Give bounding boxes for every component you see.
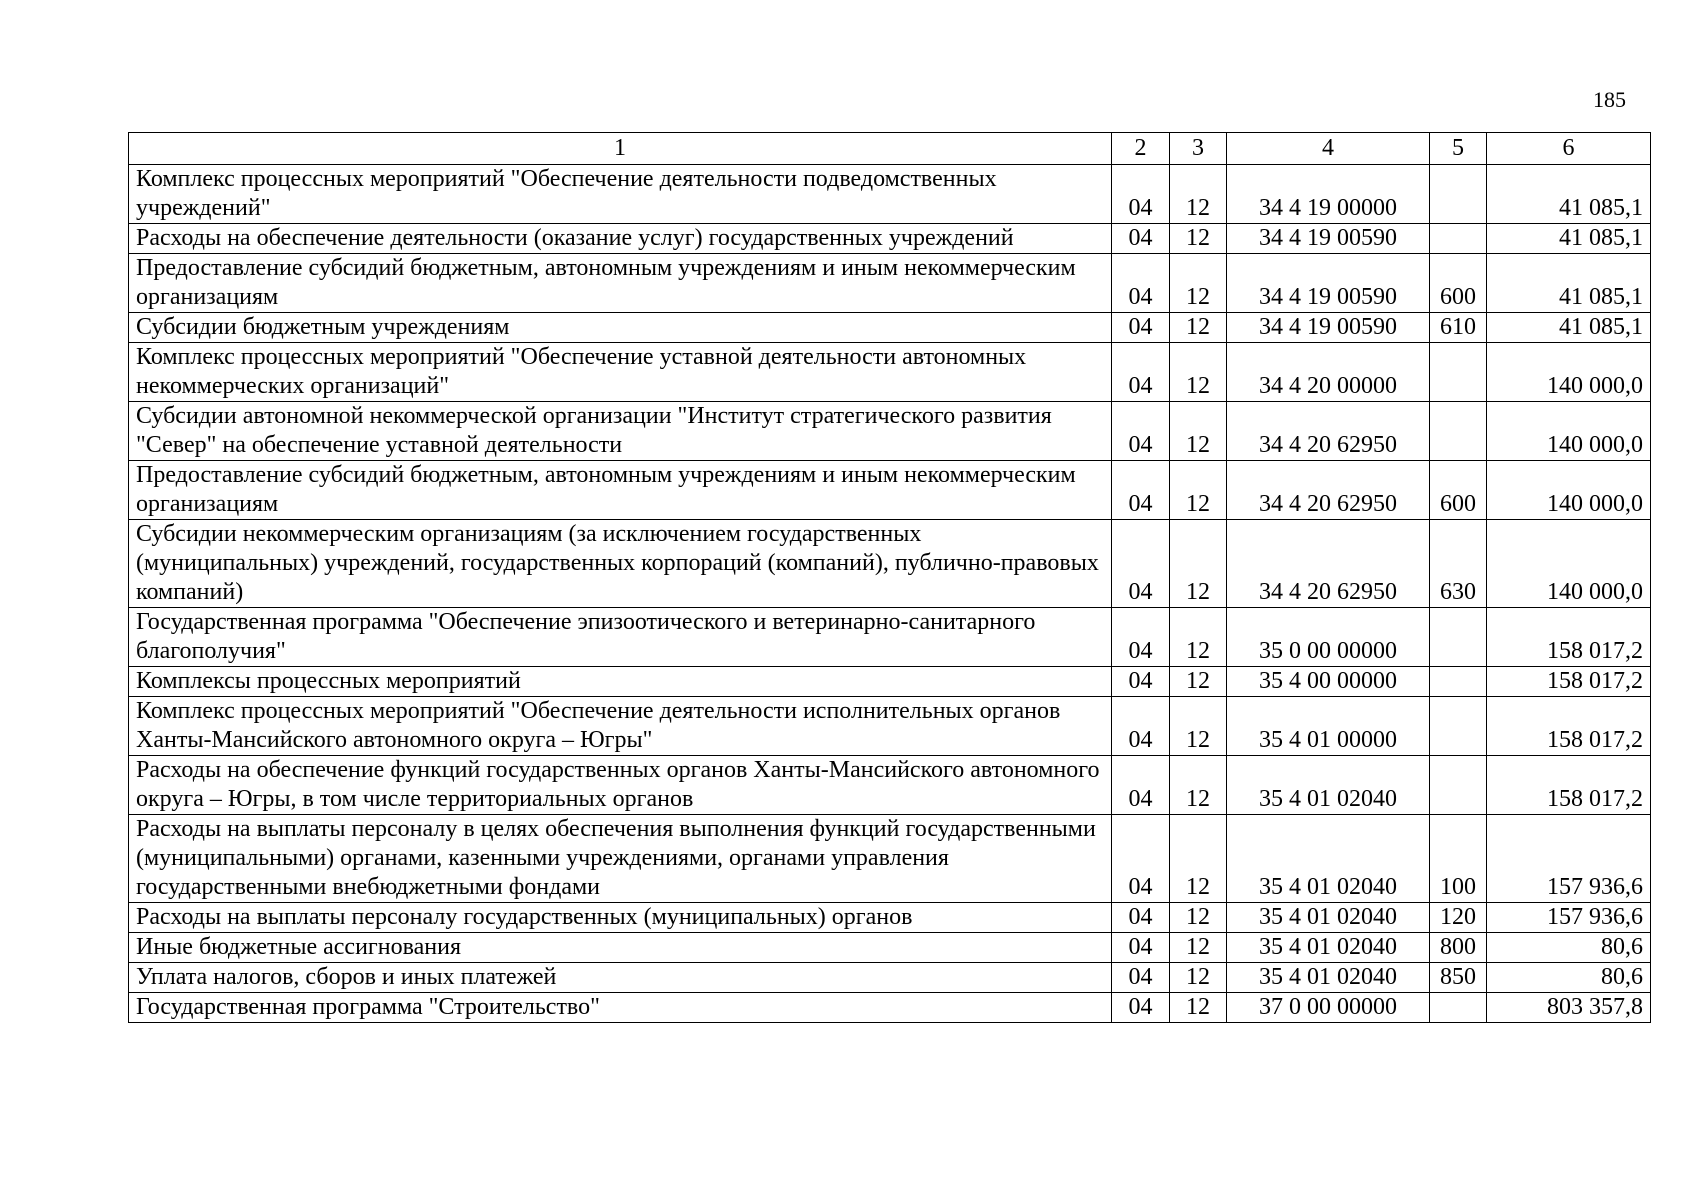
row-section-cell: 04	[1112, 343, 1170, 402]
table-row	[129, 903, 1651, 933]
row-subsection-cell: 12	[1170, 165, 1227, 224]
row-target-article-cell: 34 4 19 00590	[1227, 224, 1430, 254]
row-target-article-cell: 35 4 00 00000	[1227, 667, 1430, 697]
row-subsection-cell: 12	[1170, 461, 1227, 520]
row-expense-type-cell	[1430, 165, 1487, 224]
column-header: 4	[1227, 133, 1430, 165]
row-name-cell: Расходы на обеспечение деятельности (оказание услуг) государственных учреждений	[129, 224, 1112, 254]
row-target-article-cell: 34 4 19 00590	[1227, 313, 1430, 343]
page-number: 185	[1593, 87, 1626, 112]
row-amount-cell: 80,6	[1487, 963, 1651, 993]
row-subsection-cell: 12	[1170, 667, 1227, 697]
table-row	[129, 313, 1651, 343]
row-section-cell: 04	[1112, 756, 1170, 815]
row-amount-cell: 158 017,2	[1487, 608, 1651, 667]
row-subsection-cell: 12	[1170, 815, 1227, 903]
table-row	[129, 608, 1651, 667]
row-expense-type-cell: 600	[1430, 254, 1487, 313]
row-section-cell: 04	[1112, 993, 1170, 1023]
row-target-article-cell: 35 0 00 00000	[1227, 608, 1430, 667]
table-row	[129, 963, 1651, 993]
row-name-cell: Иные бюджетные ассигнования	[129, 933, 1112, 963]
table-row	[129, 756, 1651, 815]
row-target-article-cell: 35 4 01 02040	[1227, 963, 1430, 993]
row-target-article-cell: 35 4 01 02040	[1227, 903, 1430, 933]
row-subsection-cell: 12	[1170, 520, 1227, 608]
table-body	[129, 165, 1651, 1023]
row-expense-type-cell	[1430, 756, 1487, 815]
row-name-cell: Расходы на выплаты персоналу в целях обеспечения выполнения функций государственными (муниципальными) органами, казенными учреждениями, органами управления государственными внебюджетными фондами	[129, 815, 1112, 903]
row-name-cell: Комплекс процессных мероприятий "Обеспечение деятельности подведомственных учреждений"	[129, 165, 1112, 224]
row-name-cell: Субсидии некоммерческим организациям (за исключением государственных (муниципальных) учреждений, государственных корпораций (компаний), публично-правовых компаний)	[129, 520, 1112, 608]
row-amount-cell: 41 085,1	[1487, 165, 1651, 224]
row-expense-type-cell	[1430, 697, 1487, 756]
row-subsection-cell: 12	[1170, 697, 1227, 756]
table-row	[129, 520, 1651, 608]
column-header: 2	[1112, 133, 1170, 165]
row-expense-type-cell	[1430, 667, 1487, 697]
row-amount-cell: 158 017,2	[1487, 667, 1651, 697]
row-amount-cell: 41 085,1	[1487, 224, 1651, 254]
row-amount-cell: 41 085,1	[1487, 254, 1651, 313]
row-expense-type-cell	[1430, 402, 1487, 461]
row-section-cell: 04	[1112, 313, 1170, 343]
row-target-article-cell: 34 4 20 62950	[1227, 461, 1430, 520]
table-header-row	[129, 133, 1651, 165]
row-section-cell: 04	[1112, 903, 1170, 933]
row-section-cell: 04	[1112, 520, 1170, 608]
table-row	[129, 402, 1651, 461]
row-amount-cell: 803 357,8	[1487, 993, 1651, 1023]
row-target-article-cell: 34 4 20 62950	[1227, 402, 1430, 461]
row-amount-cell: 140 000,0	[1487, 343, 1651, 402]
row-amount-cell: 140 000,0	[1487, 461, 1651, 520]
row-target-article-cell: 35 4 01 02040	[1227, 933, 1430, 963]
table-row	[129, 254, 1651, 313]
row-name-cell: Комплексы процессных мероприятий	[129, 667, 1112, 697]
row-section-cell: 04	[1112, 697, 1170, 756]
row-expense-type-cell: 600	[1430, 461, 1487, 520]
column-header: 3	[1170, 133, 1227, 165]
column-header: 6	[1487, 133, 1651, 165]
table-row	[129, 343, 1651, 402]
table-row	[129, 815, 1651, 903]
row-name-cell: Расходы на обеспечение функций государственных органов Ханты-Мансийского автономного округа – Югры, в том числе территориальных органов	[129, 756, 1112, 815]
row-target-article-cell: 37 0 00 00000	[1227, 993, 1430, 1023]
row-amount-cell: 80,6	[1487, 933, 1651, 963]
row-target-article-cell: 35 4 01 00000	[1227, 697, 1430, 756]
row-expense-type-cell: 120	[1430, 903, 1487, 933]
table-row	[129, 165, 1651, 224]
row-subsection-cell: 12	[1170, 224, 1227, 254]
table-row	[129, 667, 1651, 697]
row-section-cell: 04	[1112, 254, 1170, 313]
row-section-cell: 04	[1112, 815, 1170, 903]
row-subsection-cell: 12	[1170, 993, 1227, 1023]
row-amount-cell: 158 017,2	[1487, 697, 1651, 756]
table-row	[129, 933, 1651, 963]
row-name-cell: Предоставление субсидий бюджетным, автономным учреждениям и иным некоммерческим организациям	[129, 254, 1112, 313]
row-section-cell: 04	[1112, 402, 1170, 461]
row-target-article-cell: 34 4 19 00000	[1227, 165, 1430, 224]
row-section-cell: 04	[1112, 667, 1170, 697]
row-name-cell: Предоставление субсидий бюджетным, автономным учреждениям и иным некоммерческим организациям	[129, 461, 1112, 520]
row-subsection-cell: 12	[1170, 608, 1227, 667]
row-expense-type-cell: 610	[1430, 313, 1487, 343]
row-expense-type-cell	[1430, 343, 1487, 402]
row-expense-type-cell	[1430, 993, 1487, 1023]
row-section-cell: 04	[1112, 608, 1170, 667]
row-section-cell: 04	[1112, 933, 1170, 963]
row-subsection-cell: 12	[1170, 963, 1227, 993]
row-target-article-cell: 35 4 01 02040	[1227, 756, 1430, 815]
row-name-cell: Комплекс процессных мероприятий "Обеспечение уставной деятельности автономных некоммерческих организаций"	[129, 343, 1112, 402]
row-name-cell: Государственная программа "Обеспечение эпизоотического и ветеринарно-санитарного благополучия"	[129, 608, 1112, 667]
table-row	[129, 993, 1651, 1023]
row-expense-type-cell	[1430, 224, 1487, 254]
row-amount-cell: 158 017,2	[1487, 756, 1651, 815]
column-header: 1	[129, 133, 1112, 165]
table-row	[129, 697, 1651, 756]
row-name-cell: Расходы на выплаты персоналу государственных (муниципальных) органов	[129, 903, 1112, 933]
row-expense-type-cell: 800	[1430, 933, 1487, 963]
row-subsection-cell: 12	[1170, 254, 1227, 313]
row-subsection-cell: 12	[1170, 903, 1227, 933]
row-section-cell: 04	[1112, 461, 1170, 520]
row-amount-cell: 157 936,6	[1487, 903, 1651, 933]
row-section-cell: 04	[1112, 165, 1170, 224]
column-header: 5	[1430, 133, 1487, 165]
table-row	[129, 461, 1651, 520]
row-expense-type-cell	[1430, 608, 1487, 667]
budget-table	[128, 132, 1651, 1023]
row-target-article-cell: 34 4 20 62950	[1227, 520, 1430, 608]
row-amount-cell: 41 085,1	[1487, 313, 1651, 343]
row-expense-type-cell: 630	[1430, 520, 1487, 608]
row-section-cell: 04	[1112, 963, 1170, 993]
row-target-article-cell: 34 4 20 00000	[1227, 343, 1430, 402]
row-amount-cell: 140 000,0	[1487, 402, 1651, 461]
row-amount-cell: 140 000,0	[1487, 520, 1651, 608]
row-subsection-cell: 12	[1170, 933, 1227, 963]
row-name-cell: Субсидии автономной некоммерческой организации "Институт стратегического развития "Север" на обеспечение уставной деятельности	[129, 402, 1112, 461]
row-target-article-cell: 35 4 01 02040	[1227, 815, 1430, 903]
row-amount-cell: 157 936,6	[1487, 815, 1651, 903]
row-expense-type-cell: 850	[1430, 963, 1487, 993]
row-expense-type-cell: 100	[1430, 815, 1487, 903]
row-subsection-cell: 12	[1170, 343, 1227, 402]
row-section-cell: 04	[1112, 224, 1170, 254]
row-name-cell: Государственная программа "Строительство"	[129, 993, 1112, 1023]
row-subsection-cell: 12	[1170, 313, 1227, 343]
row-target-article-cell: 34 4 19 00590	[1227, 254, 1430, 313]
row-subsection-cell: 12	[1170, 402, 1227, 461]
row-subsection-cell: 12	[1170, 756, 1227, 815]
row-name-cell: Уплата налогов, сборов и иных платежей	[129, 963, 1112, 993]
row-name-cell: Субсидии бюджетным учреждениям	[129, 313, 1112, 343]
table-row	[129, 224, 1651, 254]
row-name-cell: Комплекс процессных мероприятий "Обеспечение деятельности исполнительных органов Ханты-Мансийского автономного округа – Югры"	[129, 697, 1112, 756]
